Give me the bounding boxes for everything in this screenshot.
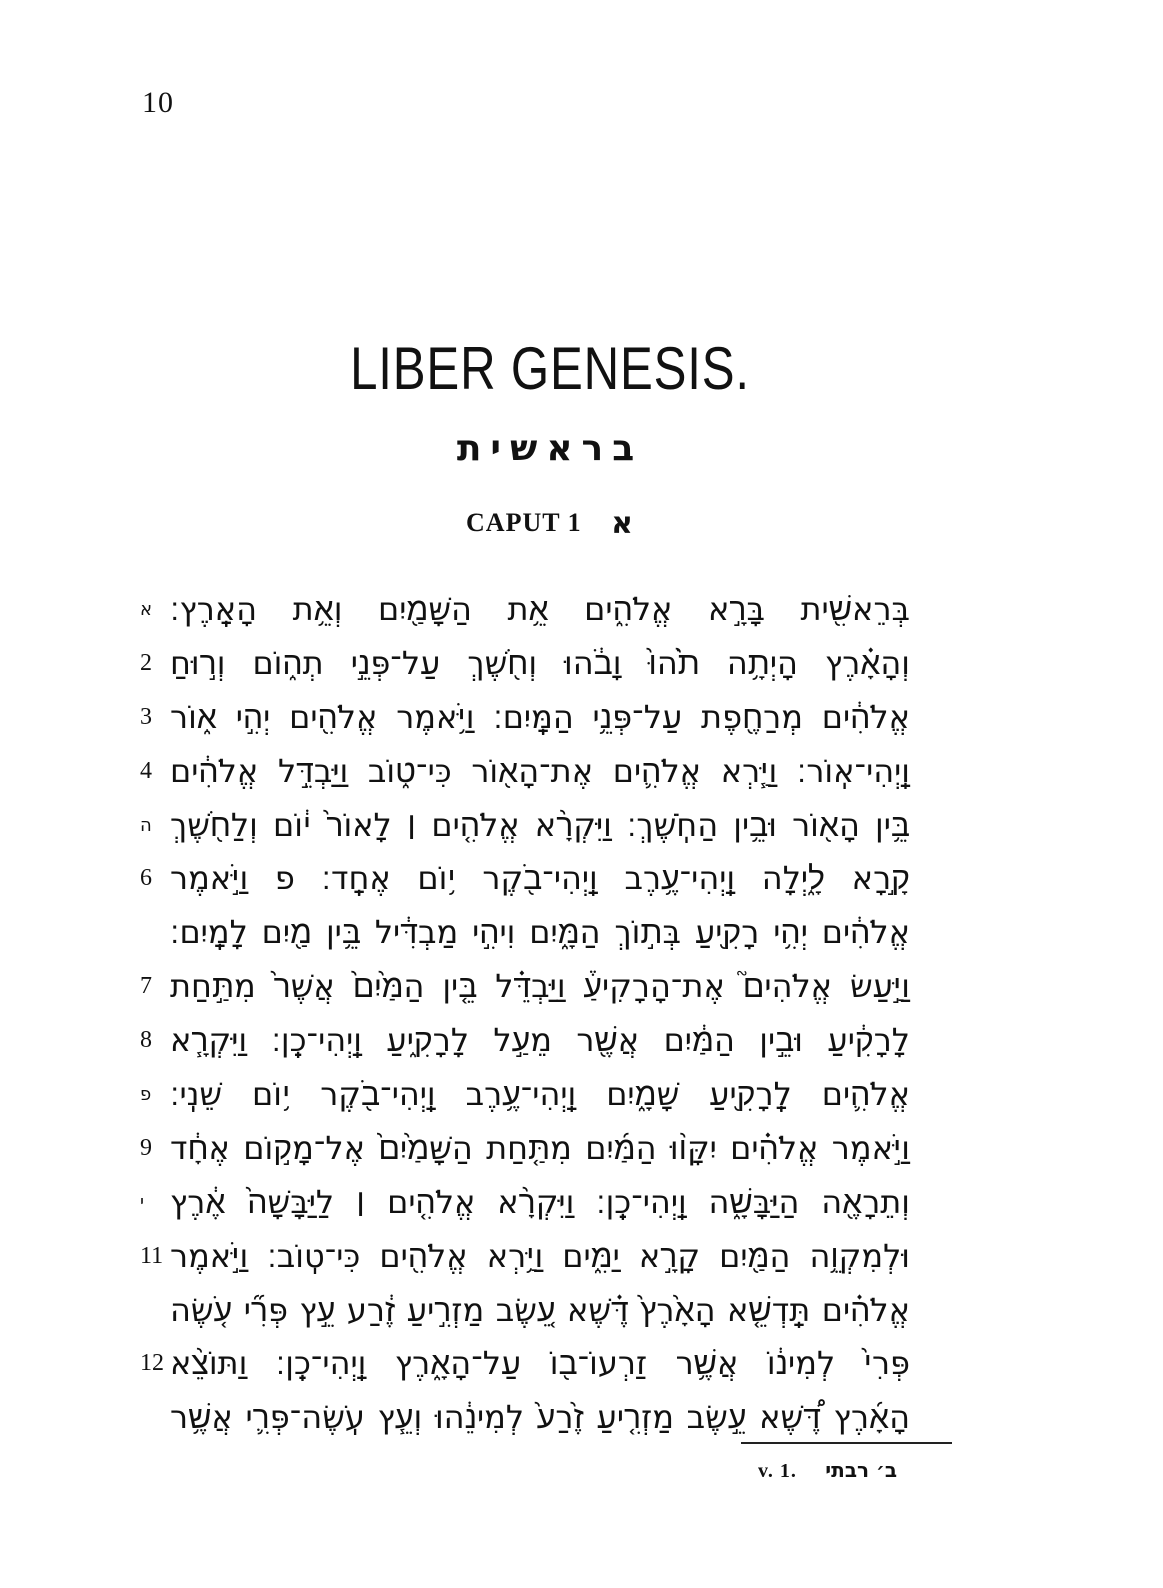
text-line xyxy=(140,1230,910,1284)
line-text: הָאָ֜רֶץ דֶּ֠שֶׁא עֵ֣שֶׂב מַזְרִ֤יעַ זֶ֙רַע֙ לְמִינֵ֔הוּ וְעֵ֧ץ עֹֽשֶׂה־פְּרִ֛י אֲשֶׁ֥ר xyxy=(170,1398,910,1437)
text-line xyxy=(140,583,910,637)
text-line xyxy=(140,799,910,853)
line-text: וַֽיְהִי־אֽוֹר׃ וַיַּ֧רְא אֱלֹהִ֛ים אֶת־הָא֖וֹר כִּי־ט֑וֹב וַיַּבְדֵּ֣ל אֱלֹהִ֔ים xyxy=(170,751,910,790)
verse-number: י xyxy=(140,1191,145,1213)
text-line xyxy=(140,745,910,799)
line-text: פְּרִי֙ לְמִינ֔וֹ אֲשֶׁ֥ר זַרְעוֹ־ב֖וֹ עַל־הָאָ֑רֶץ וַֽיְהִי־כֵֽן׃ וַתּוֹצֵ֨א xyxy=(170,1344,910,1383)
verse-number: 12 xyxy=(140,1350,164,1377)
verse-number: פ xyxy=(140,1084,152,1106)
text-line xyxy=(140,1014,910,1068)
line-text: אֱלֹהִ֔ים יְהִ֥י רָקִ֖יעַ בְּת֣וֹךְ הַמָּ֑יִם וִיהִ֣י מַבְדִּ֔יל בֵּ֥ין מַ֖יִם לָמָֽיִם׃ xyxy=(170,913,910,952)
footnote-rule xyxy=(741,1442,952,1444)
hebrew-book-title: בראשית xyxy=(456,428,644,469)
line-text: קָ֣רָא לָ֑יְלָה וַֽיְהִי־עֶ֥רֶב וַֽיְהִי־בֹ֖קֶר י֥וֹם אֶחָֽד׃ פ וַיֹּ֣אמֶר xyxy=(170,859,910,898)
footnote-reference: v. 1. xyxy=(758,1460,797,1482)
chapter-label: CAPUT 1 xyxy=(466,508,582,537)
verse-number: 2 xyxy=(140,649,152,676)
line-text: אֱלֹהִ֛ים לָֽרָקִ֖יעַ שָׁמָ֑יִם וַֽיְהִי־עֶ֥רֶב וַֽיְהִי־בֹ֖קֶר י֥וֹם שֵׁנִֽי׃ xyxy=(170,1075,910,1114)
text-line xyxy=(140,1122,910,1176)
line-text: אֱלֹהִ֗ים תַּֽדְשֵׁ֤א הָאָ֙רֶץ֙ דֶּ֗שֶׁא עֵ֚שֶׂב מַזְרִ֣יעַ זֶ֔רַע עֵ֣ץ פְּרִ֞י עֹ֤שֶׂה xyxy=(170,1290,910,1329)
text-line xyxy=(140,852,910,906)
text-line xyxy=(140,1337,910,1391)
scripture-text-block xyxy=(140,583,910,1445)
text-line xyxy=(140,637,910,691)
chapter-heading xyxy=(0,506,1100,541)
text-line xyxy=(140,1284,910,1338)
text-line xyxy=(140,1068,910,1122)
text-line xyxy=(140,691,910,745)
footnote xyxy=(758,1458,952,1483)
footnote-text: ב׳ רבתי xyxy=(825,1458,898,1482)
line-text: לָרָקִ֔יעַ וּבֵ֣ין הַמַּ֔יִם אֲשֶׁ֖ר מֵעַ֣ל לָרָקִ֑יעַ וַֽיְהִי־כֵֽן׃ וַיִּקְרָ֧א xyxy=(170,1021,910,1060)
line-text: אֱלֹהִ֔ים מְרַחֶ֖פֶת עַל־פְּנֵ֥י הַמָּֽיִם׃ וַיֹּ֥אמֶר אֱלֹהִ֖ים יְהִ֣י א֑וֹר xyxy=(170,697,910,736)
verse-number: 11 xyxy=(140,1242,164,1269)
verse-number: 4 xyxy=(140,757,152,784)
text-line xyxy=(140,960,910,1014)
chapter-hebrew-number: א xyxy=(611,506,634,541)
line-text: וְהָאָ֗רֶץ הָיְתָ֥ה תֹ֙הוּ֙ וָבֹ֔הוּ וְחֹ֖שֶׁךְ עַל־פְּנֵ֣י תְה֑וֹם וְר֣וּחַ xyxy=(170,643,911,682)
page-number: 10 xyxy=(142,86,174,119)
line-text: וְתֵרָאֶ֖ה הַיַּבָּשָׁ֑ה וַֽיְהִי־כֵֽן׃ וַיִּקְרָ֨א אֱלֹהִ֤ים ׀ לַיַּבָּשָׁה֙ אֶ֔רֶץ xyxy=(170,1182,910,1221)
verse-number: 8 xyxy=(140,1027,152,1054)
line-text: בֵּ֥ין הָא֖וֹר וּבֵ֥ין הַחֹֽשֶׁךְ׃ וַיִּקְרָ֨א אֱלֹהִ֤ים ׀ לָאוֹר֙ י֔וֹם וְלַחֹ֖שֶׁךְ xyxy=(170,805,910,844)
line-text: וּלְמִקְוֵ֥ה הַמַּ֖יִם קָרָ֣א יַמִּ֑ים וַיַּ֥רְא אֱלֹהִ֖ים כִּי־טֽוֹב׃ וַיֹּ֣אמֶר xyxy=(170,1236,910,1275)
verse-number: 6 xyxy=(140,865,152,892)
text-line xyxy=(140,906,910,960)
verse-number: 7 xyxy=(140,973,152,1000)
verse-number: 3 xyxy=(140,703,152,730)
text-line xyxy=(140,1391,910,1445)
verse-number: ה xyxy=(140,814,152,836)
book-title: LIBER GENESIS. xyxy=(350,335,750,402)
verse-number: 9 xyxy=(140,1134,152,1161)
line-text: וַיֹּ֣אמֶר אֱלֹהִ֗ים יִקָּו֨וּ הַמַּ֜יִם מִתַּ֤חַת הַשָּׁמַ֙יִם֙ אֶל־מָק֣וֹם אֶחָ֔ד xyxy=(170,1128,910,1167)
line-text: בְּרֵאשִׁ֖ית בָּרָ֣א אֱלֹהִ֑ים אֵ֥ת הַשָּׁמַ֖יִם וְאֵ֥ת הָאָֽרֶץ׃ xyxy=(170,590,910,628)
line-text: וַיַּ֣עַשׂ אֱלֹהִים֮ אֶת־הָרָקִיעַ֒ וַיַּבְדֵּ֗ל בֵּ֤ין הַמַּ֙יִם֙ אֲשֶׁר֙ מִתַּ֣חַת xyxy=(170,967,910,1006)
verse-number: א xyxy=(140,599,153,620)
text-line xyxy=(140,1176,910,1230)
